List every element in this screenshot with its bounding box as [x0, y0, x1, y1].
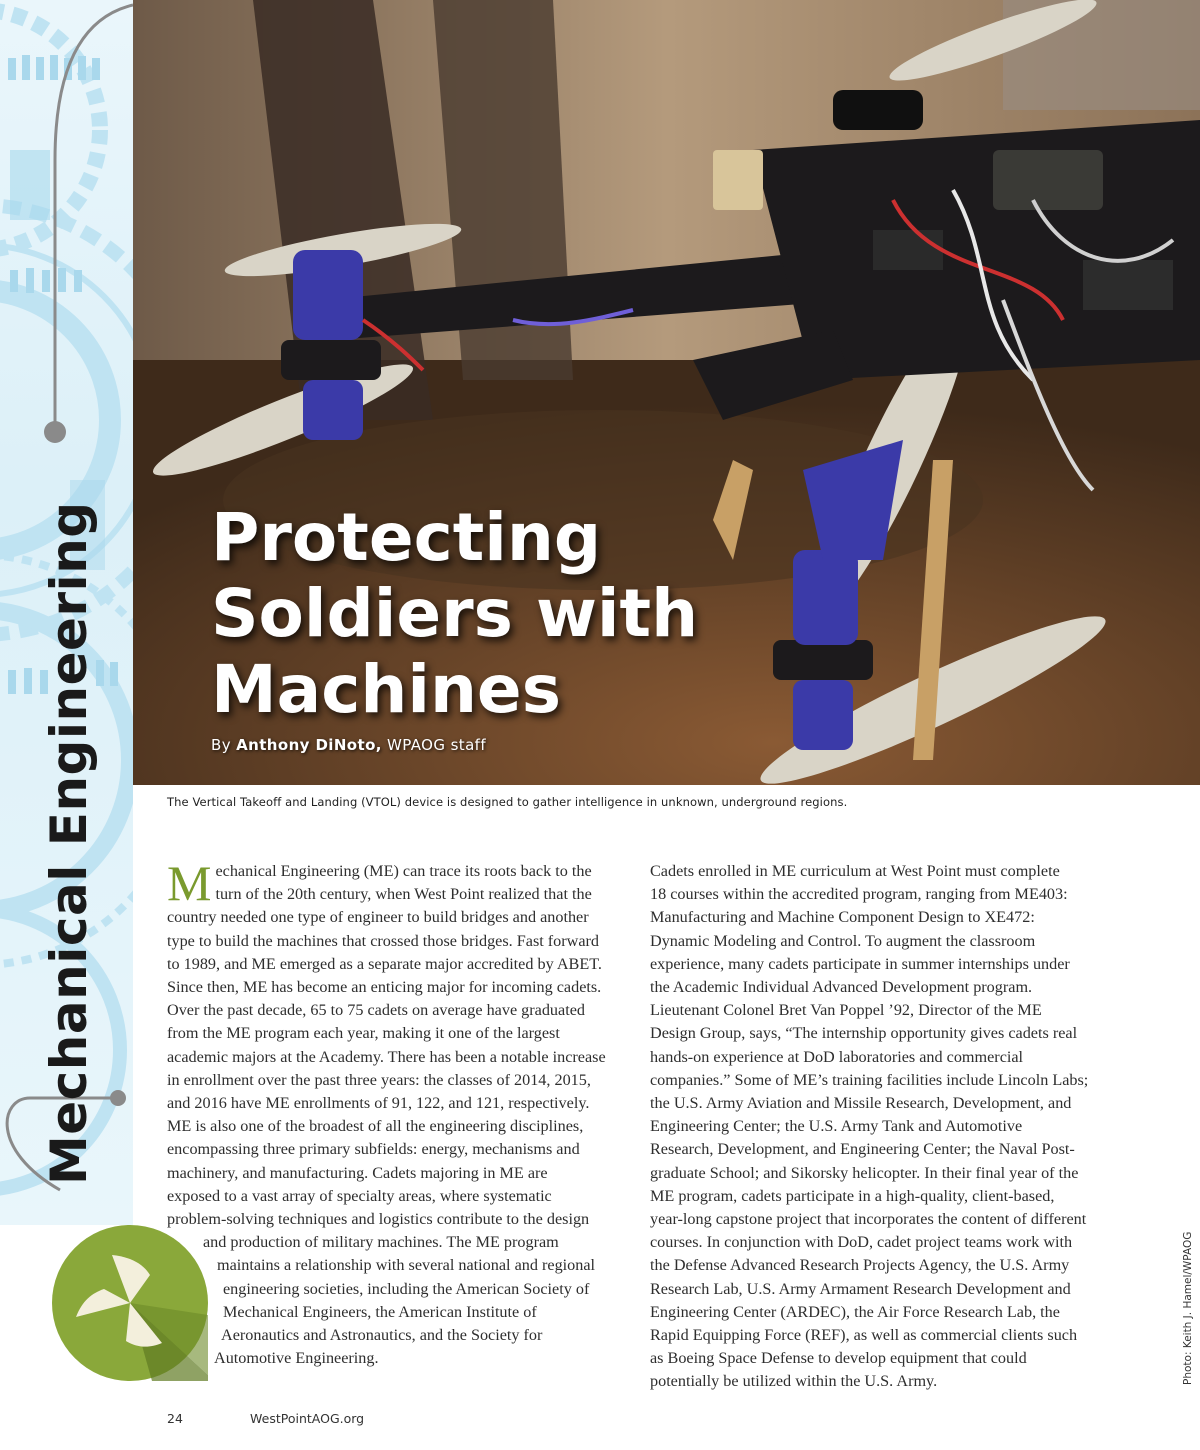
- body-line: 18 courses within the accredited program, ranging from ME403:: [650, 885, 1068, 904]
- body-line: Engineering Center; the U.S. Army Tank and Automotive: [650, 1117, 1023, 1136]
- body-line: maintains a relationship with several national and regional: [217, 1256, 596, 1275]
- body-line: type to build the machines that crossed those bridges. Fast forward: [167, 931, 600, 950]
- footer-site-link[interactable]: WestPointAOG.org: [250, 1411, 365, 1426]
- body-line: ME is also one of the broadest of all the engineering disciplines,: [167, 1117, 584, 1136]
- body-line: to 1989, and ME emerged as a separate major accredited by ABET.: [167, 954, 602, 973]
- body-line: Dynamic Modeling and Control. To augment the classroom: [650, 931, 1036, 950]
- body-line: Research, Development, and Engineering Center; the Naval Post-: [650, 1140, 1075, 1159]
- body-line: as Boeing Space Defense to develop equipment that could: [650, 1349, 1027, 1368]
- title-line: Machines: [211, 651, 561, 728]
- body-line: Aeronautics and Astronautics, and the Society for: [221, 1326, 543, 1345]
- connector-dot-icon: [44, 421, 66, 443]
- body-line: and production of military machines. The ME program: [203, 1233, 559, 1252]
- body-line: Design Group, says, “The internship opportunity gives cadets real: [650, 1024, 1078, 1043]
- body-line: the U.S. Army Aviation and Missile Research, Development, and: [650, 1094, 1072, 1113]
- body-line: Manufacturing and Machine Component Design to XE472:: [650, 908, 1035, 927]
- hero-photo: [133, 0, 1200, 785]
- body-column-right: [650, 860, 1120, 1394]
- body-line: courses. In conjunction with DoD, cadet project teams work with: [650, 1233, 1073, 1252]
- body-line: problem-solving techniques and logistics contribute to the design: [167, 1210, 590, 1229]
- body-line: graduate School; and Sikorsky helicopter. In their final year of the: [650, 1163, 1079, 1182]
- title-line: Protecting: [211, 499, 602, 576]
- article-title: [211, 500, 698, 728]
- body-line: Rapid Equipping Force (REF), as well as commercial clients such: [650, 1326, 1078, 1345]
- body-line: turn of the 20th century, when West Point realized that the: [215, 885, 592, 904]
- body-line: hands-on experience at DoD laboratories and commercial: [650, 1047, 1024, 1066]
- byline-prefix: By: [211, 736, 237, 754]
- page-number: 24: [167, 1411, 183, 1426]
- body-line: year-long capstone project that incorporates the content of different: [650, 1210, 1087, 1229]
- body-line: in enrollment over the past three years: the classes of 2014, 2015,: [167, 1070, 591, 1089]
- body-line: Over the past decade, 65 to 75 cadets on average have graduated: [167, 1001, 585, 1020]
- propeller-logo-icon: [52, 1225, 208, 1381]
- drop-cap: M: [167, 855, 212, 911]
- body-line: Lieutenant Colonel Bret Van Poppel ’92, Director of the ME: [650, 1001, 1042, 1020]
- body-line: companies.” Some of ME’s training facilities include Lincoln Labs;: [650, 1070, 1089, 1089]
- body-line: machinery, and manufacturing. Cadets majoring in ME are: [167, 1163, 548, 1182]
- body-line: the Defense Advanced Research Projects Agency, the U.S. Army: [650, 1256, 1070, 1275]
- photo-caption: The Vertical Takeoff and Landing (VTOL) device is designed to gather intelligence in unknown, underground regions.: [167, 795, 848, 809]
- body-line: academic majors at the Academy. There has been a notable increase: [167, 1047, 606, 1066]
- body-line: Automotive Engineering.: [214, 1349, 379, 1368]
- byline-org: WPAOG staff: [381, 736, 487, 754]
- title-line: Soldiers with: [211, 575, 699, 652]
- body-line: the Academic Individual Advanced Development program.: [650, 978, 1033, 997]
- body-line: encompassing three primary subfields: energy, mechanisms and: [167, 1140, 580, 1159]
- body-line: Since then, ME has become an enticing major for incoming cadets.: [167, 978, 602, 997]
- body-line: potentially be utilized within the U.S. Army.: [650, 1372, 938, 1391]
- body-column-left: [167, 855, 635, 1370]
- body-line: and 2016 have ME enrollments of 91, 122, and 121, respectively.: [167, 1094, 590, 1113]
- byline-author: Anthony DiNoto,: [236, 736, 382, 754]
- body-line: Mechanical Engineers, the American Institute of: [223, 1302, 537, 1321]
- connector-dot-icon: [110, 1090, 126, 1106]
- body-line: echanical Engineering (ME) can trace its roots back to the: [215, 862, 592, 880]
- body-line: Cadets enrolled in ME curriculum at West Point must complete: [650, 862, 1060, 880]
- body-line: exposed to a vast array of specialty areas, where systematic: [167, 1186, 552, 1205]
- body-line: Research Lab, U.S. Army Armament Research Development and: [650, 1279, 1071, 1298]
- body-line: country needed one type of engineer to build bridges and another: [167, 908, 589, 927]
- body-line: ME program, cadets participate in a high-quality, client-based,: [650, 1186, 1055, 1205]
- body-line: experience, many cadets participate in summer internships under: [650, 954, 1070, 973]
- byline: [211, 736, 486, 754]
- body-line: from the ME program each year, making it one of the largest: [167, 1024, 560, 1043]
- body-line: engineering societies, including the American Society of: [223, 1279, 590, 1298]
- body-line: Engineering Center (ARDEC), the Air Force Research Lab, the: [650, 1302, 1060, 1321]
- photo-credit: Photo: Keith J. Hamel/WPAOG: [1182, 1231, 1194, 1385]
- section-label: Mechanical Engineering: [40, 501, 98, 1185]
